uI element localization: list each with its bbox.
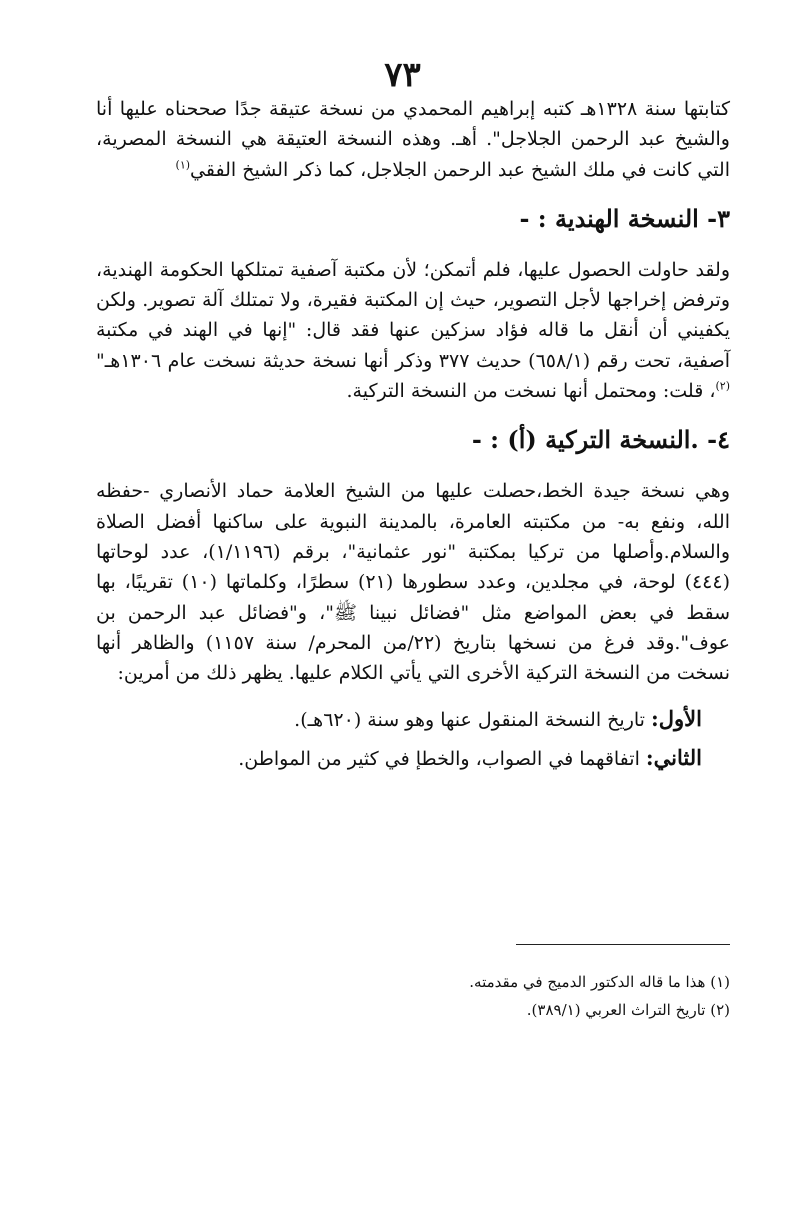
page-body: [96, 94, 730, 778]
section3-text: ولقد حاولت الحصول عليها، فلم أتمكن؛ لأن مكتبة آصفية تمتلكها الحكومة الهندية، وترفض إخراجها لأجل التصوير، حيث إن المكتبة فقيرة، ولا تمتلك آلة تصوير. ولكن يكفيني أن أنقل ما قاله فؤاد سزكين عنها فقد قال: "إنها في الهند في مكتبة آصفية، تحت رقم (٦٥٨/١) حديث ٣٧٧ وذكر أنها نسخة حديثة نسخت عام ١٣٠٦هـ": [96, 258, 730, 372]
footnote-ref-1: (١): [175, 158, 191, 172]
point-first: [96, 700, 730, 739]
point-first-label: الأول:: [651, 706, 702, 732]
section-heading-turkish-copy: ٤- .النسخة التركية (أ) : -: [471, 425, 730, 455]
section3-paragraph: [96, 255, 730, 406]
point-second-label: الثاني:: [645, 745, 702, 771]
intro-paragraph: [96, 94, 730, 185]
section3-text-end: ، قلت: ومحتمل أنها نسخت من النسخة التركية.: [346, 380, 716, 403]
point-first-text: تاريخ النسخة المنقول عنها وهو سنة (٦٢٠هـ).: [294, 709, 645, 732]
intro-text: كتابتها سنة ١٣٢٨هـ كتبه إبراهيم المحمدي من نسخة عتيقة جدًا صححناه عليها أنا والشيخ عبد الرحمن الجلاجل". أهـ. وهذه النسخة العتيقة هي النسخة المصرية، التي كانت في ملك الشيخ عبد الرحمن الجلاجل، كما ذكر الشيخ الفقي: [96, 98, 730, 181]
point-second: [96, 739, 730, 778]
point-second-text: اتفاقهما في الصواب، والخطإ في كثير من المواطن.: [238, 748, 640, 771]
footnote-separator: [516, 944, 730, 945]
footnote-1: (١) هذا ما قاله الدكتور الدميج في مقدمته.: [469, 973, 730, 991]
section4-paragraph: وهي نسخة جيدة الخط،حصلت عليها من الشيخ العلامة حماد الأنصاري -حفظه الله، ونفع به- من مكتبته العامرة، بالمدينة النبوية على ساكنها أفضل الصلاة والسلام.وأصلها من تركيا بمكتبة "نور عثمانية"، برقم (١/١١٩٦)، عدد لوحاتها (٤٤٤) لوحة، في مجلدين، وعدد سطورها (٢١) سطرًا، وكلماتها (١٠) تقريبًا، بها سقط في بعض المواضع مثل "فضائل نبينا ﷺ"، و"فضائل عبد الرحمن بن عوف".وقد فرغ من نسخها بتاريخ (٢٢/من المحرم/ سنة ١١٥٧) والظاهر أنها نسخت من النسخة التركية الأخرى التي يأتي الكلام عليها. يظهر ذلك من أمرين:: [96, 480, 730, 685]
page-number: ٧٣: [384, 55, 421, 95]
section-heading-indian-copy: ٣- النسخة الهندية : -: [519, 203, 730, 233]
footnote-ref-2: (٢): [715, 379, 730, 393]
footnote-2: (٢) تاريخ التراث العربي (٣٨٩/١).: [526, 1001, 730, 1019]
